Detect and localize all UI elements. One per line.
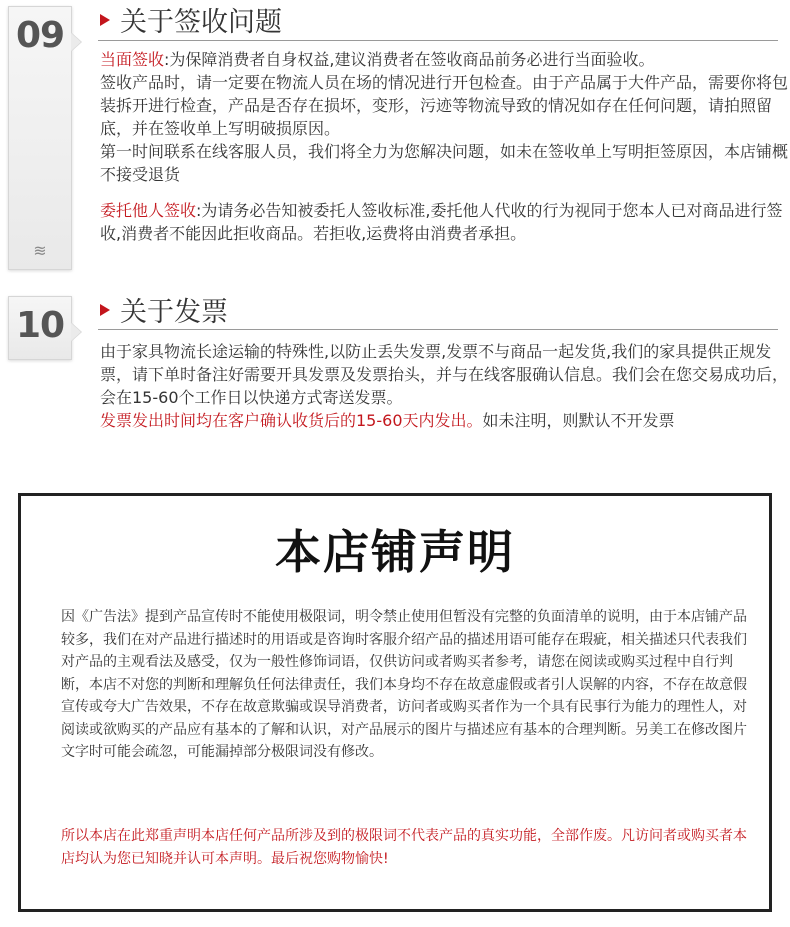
section-body [100,340,790,432]
paragraph-inspection: 签收产品时，请一定要在物流人员在场的情况进行开包检查。由于产品属于大件产品，需要你将包装拆开进行检查，产品是否存在损坏，变形，污迹等物流导致的情况如存在任何问题，请拍照留底，并在签收单上写明破损原因。 [100,73,789,138]
section-body [100,48,790,245]
statement-title: 本店铺声明 [275,525,515,579]
statement-body: 因《广告法》提到产品宣传时不能使用极限词，明令禁止使用但暂没有完整的负面清单的说明，由于本店铺产品较多，我们在对产品进行描述时的用语或是咨询时客服介绍产品的描述用语可能存在瑕疵，相关描述只代表我们对产品的主观看法及感受，仅为一般性修饰词语，仅供访问或者购买者参考，请您在阅读或购买过程中自行判断，本店不对您的判断和理解负任何法律责任，我们本身均不存在故意虚假或者引人误解的内容，不存在故意假宣传或夸大广告效果，不存在故意欺骗或误导消费者，访问者或购买者作为一个具有民事行为能力的理性人，对阅读或欲购买的产品应有基本的了解和认识，对产品展示的图片与描述应有基本的合理判断。另美工在修改图片文字时可能会疏忽，可能漏掉部分极限词没有修改。 [61,609,747,760]
paragraph-text: 如未注明，则默认不开发票 [482,411,675,430]
notch-arrow-icon [71,323,81,341]
paragraph-face-to-face [100,48,790,71]
notch-arrow-icon [71,33,81,51]
label-face-to-face: 当面签收 [100,50,165,69]
wave-icon: ≋ [33,241,47,260]
triangle-bullet-icon [100,14,110,26]
divider [98,329,778,330]
section-number: 10 [15,305,65,346]
statement-declaration: 所以本店在此郑重声明本店任何产品所涉及到的极限词不代表产品的真实功能，全部作废。凡访问者或购买者本店均认为您已知晓并认可本声明。最后祝您购物愉快! [61,828,747,867]
paragraph-text: :为请务必告知被委托人签收标准,委托他人代收的行为视同于您本人已对商品进行签收,消费者不能因此拒收商品。若拒收,运费将由消费者承担。 [100,201,783,243]
section-number-box [8,6,72,270]
section-number-box [8,296,72,360]
triangle-bullet-icon [100,304,110,316]
paragraph-invoice-timing [100,409,790,432]
paragraph-contact: 第一时间联系在线客服人员，我们将全力为您解决问题，如未在签收单上写明拒签原因，本店铺概不接受退货 [100,142,789,184]
section-title: 关于签收问题 [120,7,282,38]
paragraph-delegate [100,199,790,245]
label-delegate: 委托他人签收 [100,201,197,220]
store-statement-box [18,493,772,912]
section-number: 09 [15,15,65,56]
paragraph-invoice: 由于家具物流长途运输的特殊性,以防止丢失发票,发票不与商品一起发货,我们的家具提供正规发票，请下单时备注好需要开具发票及发票抬头，并与在线客服确认信息。我们会在您交易成功后，会在15-60个工作日以快递方式寄送发票。 [100,342,789,407]
section-title: 关于发票 [120,297,228,328]
divider [98,40,778,41]
paragraph-text: :为保障消费者自身权益,建议消费者在签收商品前务必进行当面验收。 [164,50,655,69]
invoice-timing-highlight: 发票发出时间均在客户确认收货后的15-60天内发出。 [100,411,483,430]
